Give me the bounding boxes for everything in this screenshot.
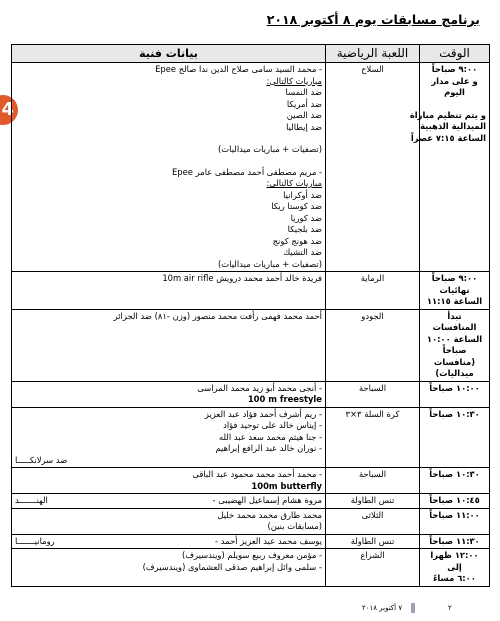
detail-line: - مريم مصطفى أحمد مصطفى عامر Epee <box>172 166 322 177</box>
time-line: الساعة ١٠:٠٠ <box>426 333 483 344</box>
detail-line: ضد كوستا ريكا <box>271 201 322 211</box>
time-line: ١٠:٣٠ صباحاً <box>429 469 480 479</box>
detail-line: محمد طارق محمد محمد خليل <box>217 509 322 520</box>
detail-line: أحمد محمد فهمى رأفت محمد منصور (وزن -٨١) ضد الجزائر <box>113 310 322 321</box>
detail-line: ضد أمريكا <box>286 98 322 109</box>
blank-line <box>15 133 322 144</box>
page-number: ٢ <box>448 604 452 612</box>
time-cell <box>420 468 490 494</box>
sport-cell: الجودو <box>326 309 420 381</box>
time-line: و على مدار <box>431 75 478 86</box>
sport-cell: السلاح <box>326 63 420 272</box>
table-row <box>12 534 490 549</box>
page-badge: 4 <box>0 95 18 125</box>
detail-line: - جنا هيثم محمد سعد عبد الله <box>219 431 322 442</box>
time-cell <box>420 381 490 407</box>
time-line: إلى <box>447 561 462 572</box>
time-line: ١٠:٤٥ صباحاً <box>429 495 480 505</box>
time-cell <box>420 508 490 534</box>
table-row <box>12 549 490 587</box>
detail-line: - نوران خالد عبد الرافع إبراهيم <box>215 443 322 453</box>
time-line: ٩:٠٠ صباحاً <box>431 273 478 283</box>
blank-line <box>15 156 322 167</box>
table-row <box>12 272 490 310</box>
time-line: المنافسات <box>432 322 477 332</box>
detail-line: - أنجى محمد أبو زيد محمد المراسى <box>197 382 322 393</box>
page-title: برنامج مسابقات يوم ٨ أكتوبر ٢٠١٨ <box>266 12 480 27</box>
detail-line: - سلمى وائل إبراهيم صدقى العشماوى (ويندسيرف) <box>142 561 322 572</box>
detail-line: (مسابقات بنين) <box>267 521 322 531</box>
detail-line: - إيناس خالد على توحيد فؤاد <box>223 420 322 430</box>
detail-line: ضد الصين <box>286 110 322 120</box>
time-cell <box>409 63 490 272</box>
details-cell <box>12 407 326 468</box>
sport-cell: السباحة <box>326 468 420 494</box>
time-line: اليوم <box>444 87 465 97</box>
details-cell <box>12 468 326 494</box>
time-cell <box>420 549 490 587</box>
match-line <box>15 536 322 548</box>
table-row <box>12 508 490 534</box>
header-sport: اللعبة الرياضية <box>326 45 420 63</box>
details-cell <box>12 381 326 407</box>
opponent-note: ضد سرلانكـــــا <box>15 454 68 465</box>
details-cell <box>12 549 326 587</box>
time-cell <box>420 272 490 310</box>
sport-cell: السباحة <box>326 381 420 407</box>
detail-line: - محمد السيد سامى صلاح الدين ندا صالح Epee <box>155 64 322 74</box>
time-line: نهائيات <box>439 284 470 295</box>
sport-cell: الثلاثى <box>326 508 420 534</box>
detail-line: ضد التشيك <box>283 247 322 257</box>
event-name: 100m butterfly <box>251 480 322 491</box>
time-line: الساعة ١١:١٥ <box>426 296 483 306</box>
time-cell <box>420 534 490 549</box>
athlete-name: يوسف محمد عبد العزيز أحمد - <box>215 535 322 546</box>
time-cell <box>420 309 490 381</box>
detail-line: ضد هونج كونج <box>272 235 322 246</box>
time-line: ١٠:٠٠ صباحاً <box>429 382 480 393</box>
details-cell <box>12 494 326 509</box>
time-cell <box>420 407 490 468</box>
sport-cell: كرة السلة ٣×٣ <box>326 407 420 468</box>
table-row <box>12 309 490 381</box>
table-header-row <box>12 45 490 63</box>
footer-separator <box>411 603 415 613</box>
table-row <box>12 381 490 407</box>
header-details: بيانات فنية <box>12 45 326 63</box>
time-line: ١٢:٠٠ ظهرا <box>430 550 479 560</box>
time-line: ميداليات) <box>435 368 474 378</box>
schedule-table <box>11 44 490 587</box>
time-cell <box>420 494 490 509</box>
detail-line: مباريات كالتالى: <box>266 75 322 86</box>
time-line: تبدأ <box>447 310 462 321</box>
sport-cell: الرماية <box>326 272 420 310</box>
details-cell <box>12 272 326 310</box>
opponent-country: الهنـــــــد <box>15 495 48 505</box>
table-row <box>12 63 490 272</box>
details-cell <box>12 508 326 534</box>
time-line: الساعة ٧:١٥ عصراً <box>410 132 486 143</box>
detail-line: مباريات كالتالى: <box>266 178 322 188</box>
detail-line: فريدة خالد أحمد محمد درويش 10m air rifle <box>162 273 322 283</box>
time-line: الميدالية الذهبية <box>420 121 486 131</box>
detail-line: (تصفيات + مباريات ميداليات) <box>218 258 322 269</box>
detail-line: - محمد أحمد محمد محمود عبد الباقى <box>192 469 322 479</box>
time-line: ٦:٠٠ مساءً <box>433 573 476 583</box>
detail-line: ضد أوكرانيا <box>283 189 322 200</box>
time-line: صباحاً <box>442 345 467 355</box>
header-time: الوقت <box>420 45 490 63</box>
time-line: ١١:٣٠ صباحاً <box>429 535 480 546</box>
detail-line: - مؤمن معروف ربيع سويلم (ويندسيرف) <box>182 550 322 560</box>
athlete-name: مروة هشام إسماعيل الهضيبى - <box>212 495 322 505</box>
time-line: (منافسات <box>433 356 476 367</box>
table-row <box>12 407 490 468</box>
detail-line: ضد بلجيكا <box>287 224 322 234</box>
detail-line: ضد كوريا <box>290 212 322 223</box>
time-line: و يتم تنظيم مباراة <box>409 109 486 120</box>
time-line: ١٠:٣٠ صباحاً <box>429 408 480 419</box>
table-row <box>12 494 490 509</box>
footer-date: ٧ أكتوبر ٢٠١٨ <box>362 604 403 612</box>
details-cell <box>12 309 326 381</box>
detail-line: ضد النمسا <box>285 87 322 97</box>
detail-line: (تصفيات + مباريات ميداليات) <box>218 144 322 154</box>
details-cell <box>12 63 326 272</box>
time-line: ٩:٠٠ صباحاً <box>431 64 478 74</box>
time-line: ١١:٠٠ صباحاً <box>429 509 480 520</box>
details-cell <box>12 534 326 549</box>
sport-cell: تنس الطاولة <box>326 534 420 549</box>
table-row <box>12 468 490 494</box>
detail-line: - ريم أشرف أحمد فؤاد عبد العزيز <box>204 408 322 419</box>
sport-cell: تنس الطاولة <box>326 494 420 509</box>
match-line <box>15 495 322 507</box>
time-line <box>423 99 486 110</box>
opponent-country: رومانيـــــــا <box>15 535 55 546</box>
sport-cell: الشراع <box>326 549 420 587</box>
detail-line: ضد إيطاليا <box>286 121 322 132</box>
event-name: 100 m freestyle <box>247 394 322 404</box>
